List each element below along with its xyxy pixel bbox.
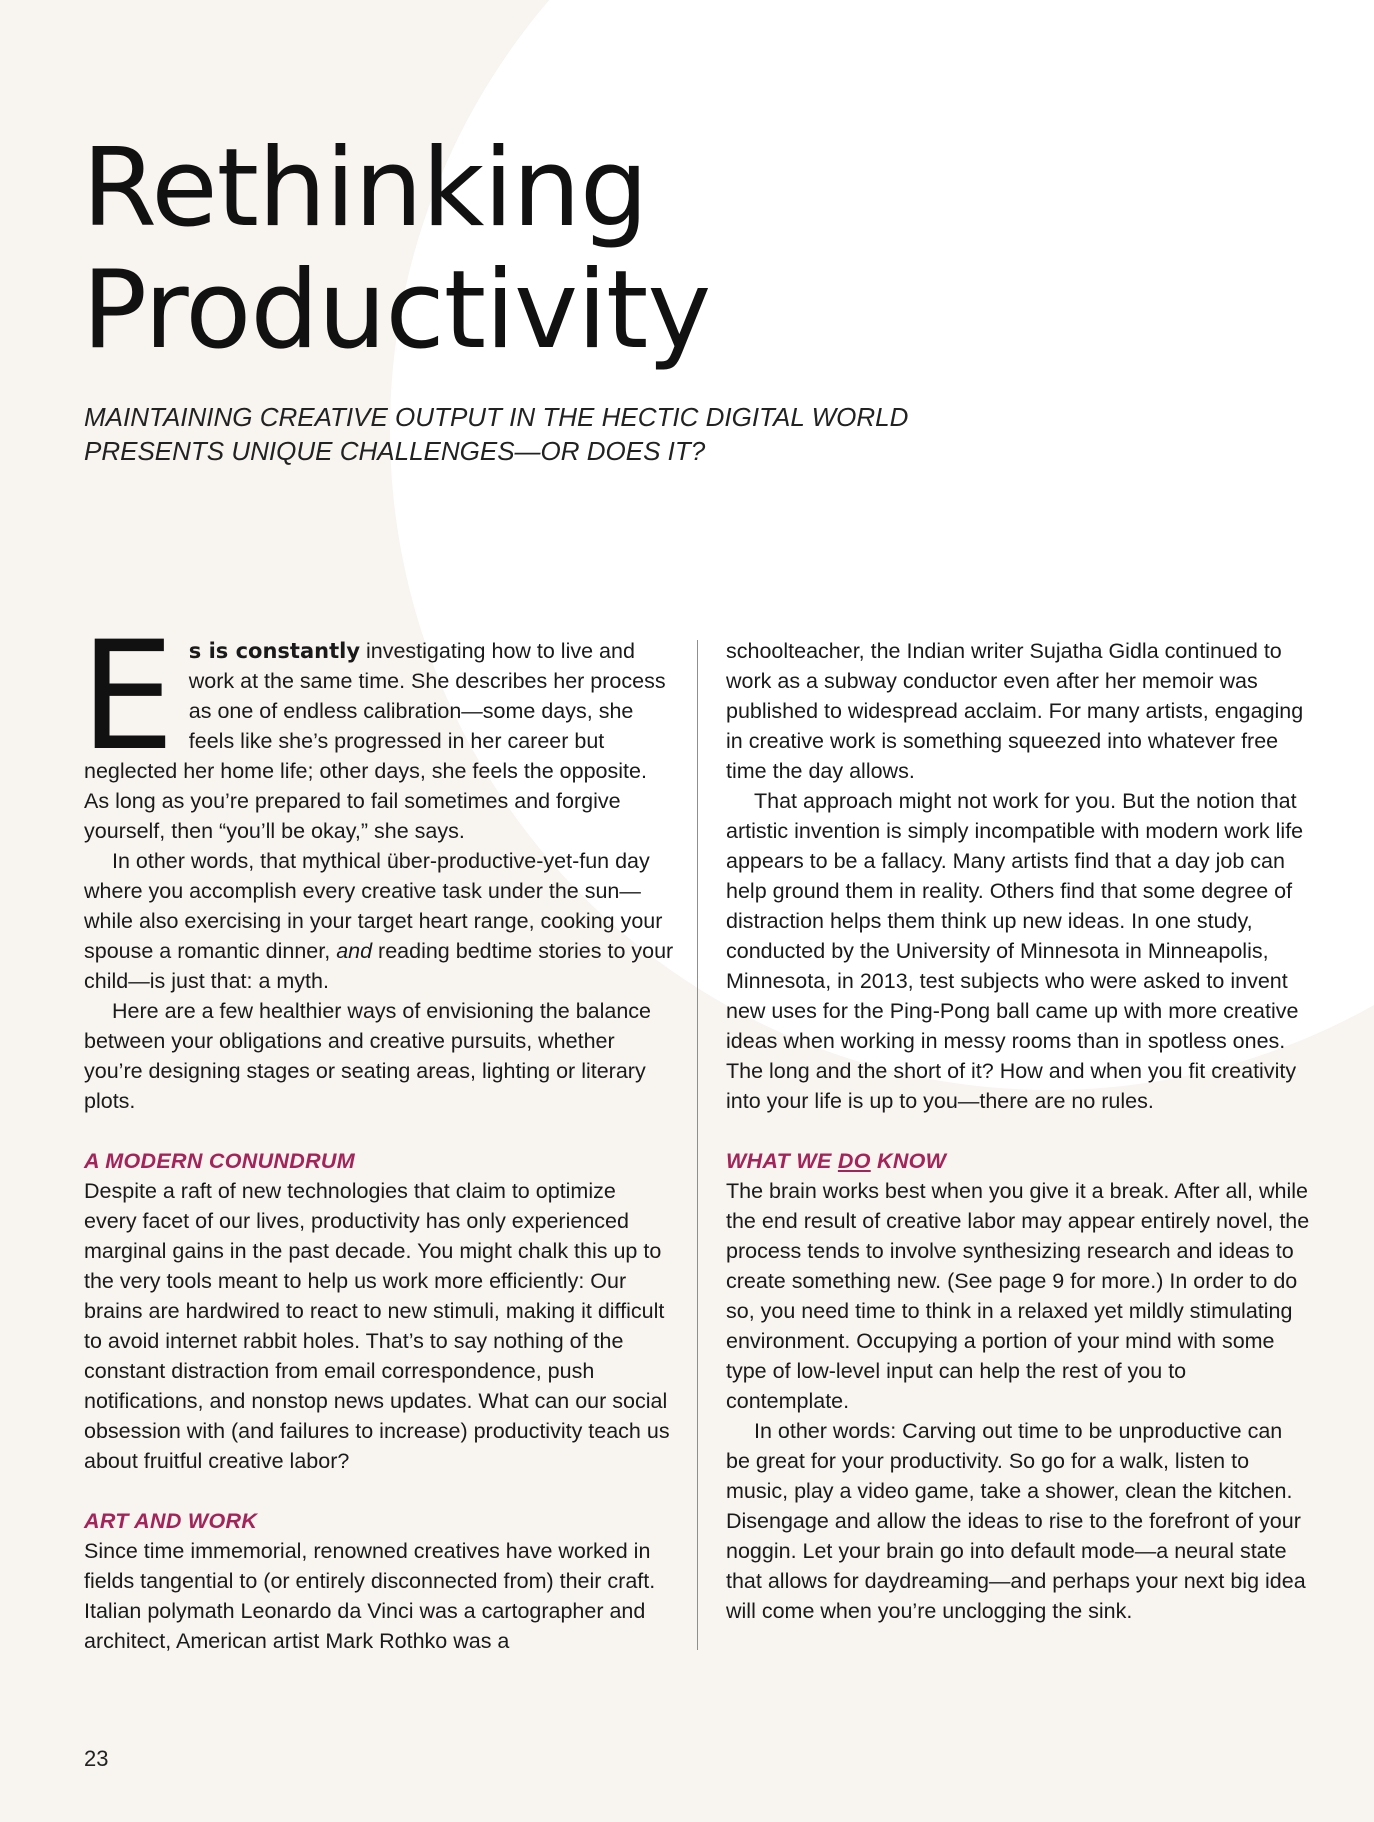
right-column <box>726 636 1312 1626</box>
title-line-1: Rethinking <box>82 126 648 251</box>
lead-in: s is constantly <box>188 639 361 663</box>
paragraph-myth-emphasis: and <box>336 939 373 963</box>
column-divider <box>697 640 698 1650</box>
intro-text: investigating how to live and work at the same time. She describes her process as one of endless calibration—some days, she feels like she’s progressed in her career but neglected her home life; other days, she feels the opposite. As long as you’re prepared to fail sometimes and forgive yourself, then “you’ll be okay,” she says. <box>84 639 666 843</box>
paragraph-myth-part-1: In other words, that mythical über-productive-yet-fun day where you accomplish every creative task under the sun—while also exercising in your target heart range, cooking your spouse a romantic dinner, <box>84 849 663 963</box>
drop-cap: E <box>80 610 175 784</box>
subtitle <box>84 400 984 468</box>
section-heading-what-we-do-know <box>726 1146 1312 1176</box>
intro-paragraph <box>80 610 674 846</box>
title-line-2: Productivity <box>82 248 711 373</box>
paragraph-approach: That approach might not work for you. But the notion that artistic invention is simply incompatible with modern work life appears to be a fallacy. Many artists find that a day job can help ground them in reality. Others find that some degree of distraction helps them think up new ideas. In one study, conducted by the University of Minnesota in Minneapolis, Minnesota, in 2013, test subjects who were asked to invent new uses for the Ping-Pong ball came up with more creative ideas when working in messy rooms than in spotless ones. The long and the short of it? How and when you fit creativity into your life is up to you—there are no rules. <box>726 789 1304 1113</box>
heading-part-1: WHAT WE <box>726 1149 838 1173</box>
page-number: 23 <box>84 1746 109 1771</box>
paragraph-schoolteacher: schoolteacher, the Indian writer Sujatha Gidla continued to work as a subway conductor even after her memoir was published to widespread acclaim. For many artists, engaging in creative work is something squeezed into whatever free time the day allows. <box>726 639 1304 783</box>
left-column <box>80 610 674 1656</box>
paragraph-art-work: Since time immemorial, renowned creatives have worked in fields tangential to (or entirely disconnected from) their craft. Italian polymath Leonardo da Vinci was a cartographer and architect, American artist Mark Rothko was a <box>84 1539 656 1653</box>
paragraph-other-words: In other words: Carving out time to be unproductive can be great for your productivity. So go for a walk, listen to music, play a video game, take a shower, clean the kitchen. Disengage and allow the ideas to rise to the forefront of your noggin. Let your brain go into default mode—a neural state that allows for daydreaming—and perhaps your next big idea will come when you’re unclogging the sink. <box>726 1419 1306 1623</box>
paragraph-conundrum: Despite a raft of new technologies that claim to optimize every facet of our lives, productivity has only experienced marginal gains in the past decade. You might chalk this up to the very tools meant to help us work more efficiently: Our brains are hardwired to react to new stimuli, making it difficult to avoid internet rabbit holes. That’s to say nothing of the constant distraction from email correspondence, push notifications, and nonstop news updates. What can our social obsession with (and failures to increase) productivity teach us about fruitful creative labor? <box>84 1179 670 1473</box>
paragraph-balance: Here are a few healthier ways of envisioning the balance between your obligations and creative pursuits, whether you’re designing stages or seating areas, lighting or literary plots. <box>84 999 652 1113</box>
paragraph-myth-part-2: reading bedtime stories to your child—is just that: a myth. <box>84 939 674 993</box>
page-title <box>82 128 710 372</box>
section-heading-art-and-work: ART AND WORK <box>84 1509 258 1533</box>
heading-underlined: DO <box>837 1149 871 1173</box>
heading-part-2: KNOW <box>870 1149 947 1173</box>
section-heading-modern-conundrum: A MODERN CONUNDRUM <box>84 1149 355 1173</box>
subtitle-line-2: PRESENTS UNIQUE CHALLENGES—OR DOES IT? <box>84 436 706 466</box>
paragraph-myth <box>84 846 674 996</box>
paragraph-brain: The brain works best when you give it a break. After all, while the end result of creative labor may appear entirely novel, the process tends to involve synthesizing research and ideas to create something new. (See page 9 for more.) In order to do so, you need time to think in a relaxed yet mildly stimulating environment. Occupying a portion of your mind with some type of low-level input can help the rest of you to contemplate. <box>726 1179 1310 1413</box>
subtitle-line-1: MAINTAINING CREATIVE OUTPUT IN THE HECTIC DIGITAL WORLD <box>84 402 909 432</box>
